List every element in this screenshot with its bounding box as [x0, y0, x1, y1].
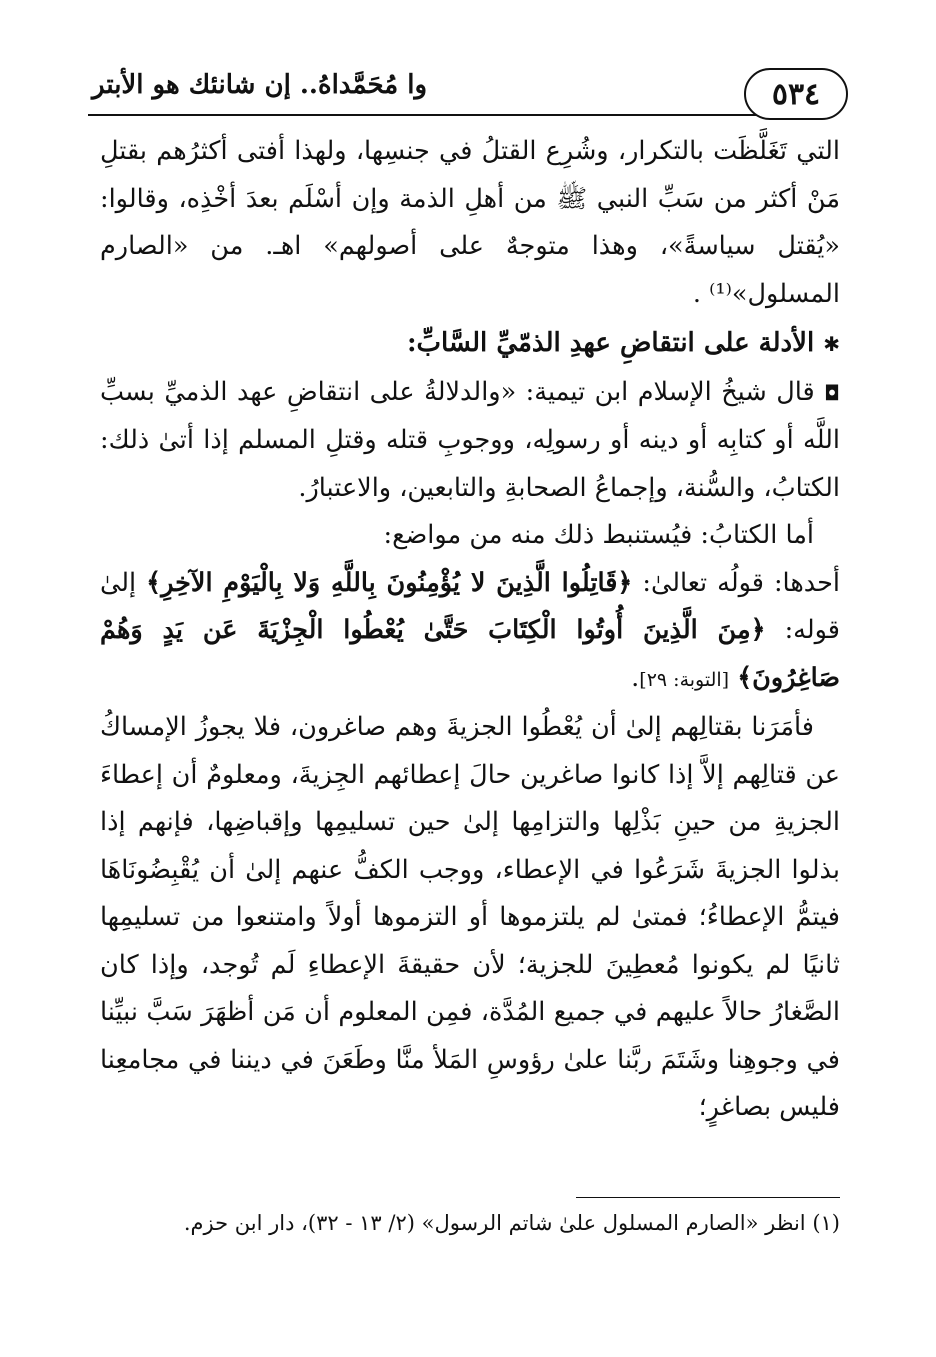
footnote: (١) انظر «الصارم المسلول علىٰ شاتم الرسول» (٢/ ١٣ - ٣٢)، دار ابن حزم. [183, 1211, 840, 1235]
section-heading-text: الأدلة على انتقاضِ عهدِ الذمّيِّ السَّابِّ: [406, 328, 815, 358]
footnote-rule [576, 1197, 840, 1198]
paragraph-2-text: قال شيخُ الإسلام ابن تيمية: «والدلالةُ على انتقاضِ عهد الذميِّ بسبِّ اللَّه أو كتابِه أو دينه أو رسولِه، ووجوبِ قتله وقتلِ المسلم إذا أتىٰ ذلك: الكتابُ، والسُّنة، وإجماعُ الصحابةِ والتابعين، والاعتبارُ. [100, 376, 840, 503]
header-rule [88, 114, 760, 116]
paragraph-5: فأمَرَنا بقتالِهم إلىٰ أن يُعْطُوا الجزيةَ وهم صاغرون، فلا يجوزُ الإمساكُ عن قتالِهم إلاَّ إذا كانوا صاغرين حالَ إعطائهم الجِزيةَ، ومعلومٌ أن إعطاءَ الجزيةِ من حينِ بَذْلِها والتزامِها إلىٰ حين تسليمِها وإقباضِها، فإنهم إذا بذلوا الجزيةَ شَرَعُوا في الإعطاء، ووجب الكفُّ عنهم إلىٰ أن يُقْبِضُونَاهَا فيتمُّ الإعطاءُ؛ فمتىٰ لم يلتزموها أو التزموها أولاً وامتنعوا من تسليمِها ثانيًا لم يكونوا مُعطِينَ للجزية؛ لأن حقيقةَ الإعطاءِ لَم تُوجد، وإذا كان الصَّغارُ حالاً عليهم في جميع المُدَّة، فمِن المعلوم أن مَن أظهَرَ سَبَّ نبيِّنا في وجوهِنا وشَتَمَ ربَّنا علىٰ رؤوسِ المَلأ منَّا وطَعَنَ في ديننا في مجامعِنا فليس بصاغرٍ؛ [100, 712, 840, 1122]
square-bullet-icon: ◘ [824, 380, 840, 405]
page-number: ٥٣٤ [744, 68, 848, 120]
asterisk-icon: ✱ [823, 332, 840, 356]
verse-reference: [التوبة: ٢٩] [639, 668, 730, 691]
verse-continuation: إلىٰ قوله: [100, 567, 840, 645]
verse-intro: أحدها: قولُه تعالىٰ: [642, 567, 841, 598]
quran-verse-2: ﴿مِنَ الَّذِينَ أُوتُوا الْكِتَابَ حَتَّىٰ يُعْطُوا الْجِزْيَةَ عَن يَدٍ وَهُمْ صَاغِرُونَ﴾ [100, 615, 840, 693]
paragraph-4: أحدها: قولُه تعالىٰ: ﴿قَاتِلُوا الَّذِينَ لا يُؤْمِنُونَ بِاللَّهِ وَلا بِالْيَوْمِ الآخِرِ﴾ إلىٰ قوله: ﴿مِنَ الَّذِينَ أُوتُوا الْكِتَابَ حَتَّىٰ يُعْطُوا الْجِزْيَةَ عَن يَدٍ وَهُمْ صَاغِرُونَ﴾ [التوبة: ٢٩]. [100, 567, 841, 693]
section-heading [100, 320, 840, 369]
paragraph-1: التي تَغَلَّظَت بالتكرار، وشُرِع القتلُ في جنسِها، ولهذا أفتى أكثرُهم بقتلِ مَنْ أكثر من سَبِّ النبي ﷺ من أهلِ الذمة وإن أسْلَم بعدَ أخْذِه، وقالوا: «يُقتل سياسةً»، وهذا متوجهٌ على أصولهم» اهـ. من «الصارم المسلول»⁽¹⁾ . [100, 136, 840, 309]
paragraph-3: أما الكتابُ: فيُستنبط ذلك منه من مواضع: [383, 520, 814, 550]
page-header [88, 60, 850, 122]
running-title: وا مُحَمَّداهُ.. إن شانئك هو الأبتر [92, 70, 428, 100]
quran-verse-1: ﴿قَاتِلُوا الَّذِينَ لا يُؤْمِنُونَ بِاللَّهِ وَلا بِالْيَوْمِ الآخِرِ﴾ [146, 567, 633, 598]
body-text [100, 128, 840, 1132]
paragraph-2 [100, 369, 840, 513]
